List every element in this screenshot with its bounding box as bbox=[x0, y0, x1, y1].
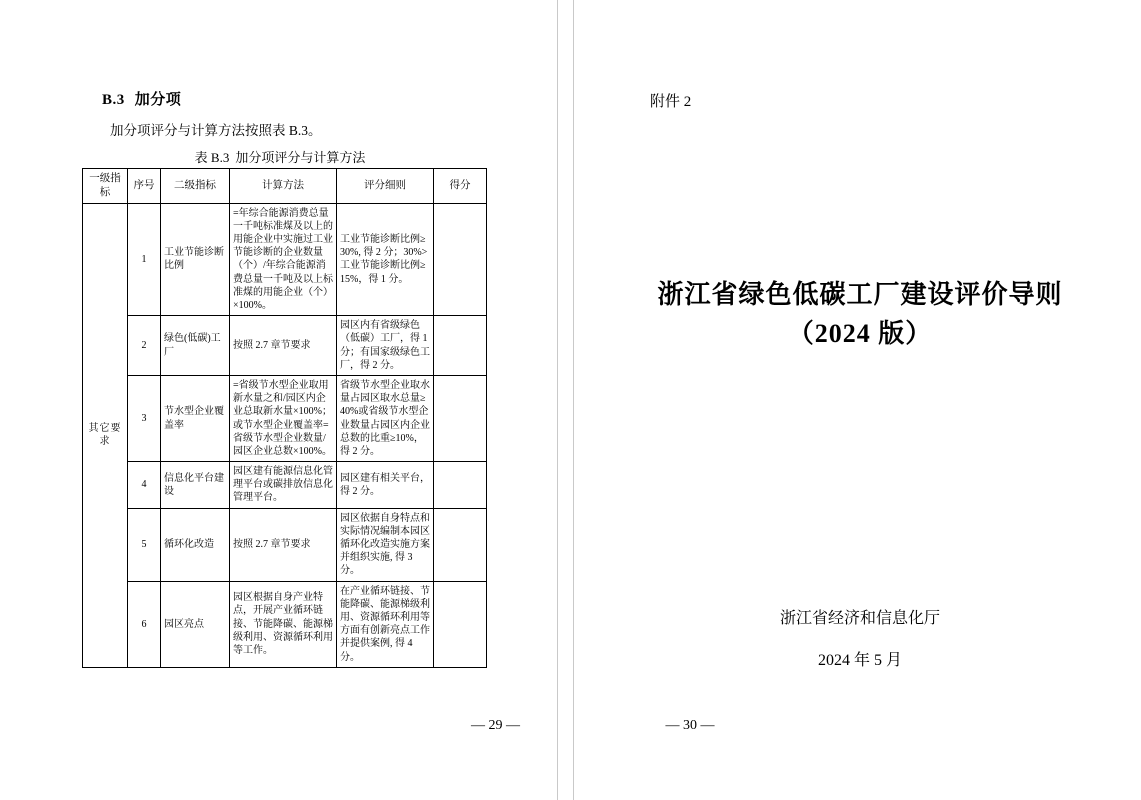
issue-date: 2024 年 5 月 bbox=[817, 652, 902, 669]
cell-score bbox=[434, 375, 487, 461]
document-title-line2: （2024 版） bbox=[787, 319, 933, 348]
cell-no: 4 bbox=[128, 462, 161, 509]
section-heading bbox=[102, 88, 181, 109]
cell-score bbox=[434, 316, 487, 376]
table-body bbox=[83, 203, 487, 667]
page-number-right: — 30 — bbox=[665, 718, 715, 733]
cell-indicator: 循环化改造 bbox=[161, 508, 230, 581]
cell-indicator: 绿色(低碳)工厂 bbox=[161, 316, 230, 376]
table-row bbox=[83, 203, 487, 316]
cell-method: =年综合能源消费总量一千吨标准煤及以上的用能企业中实施过工业节能诊断的企业数量（个）/年综合能源消费总量一千吨及以上标准煤的用能企业（个）×100%。 bbox=[230, 203, 337, 316]
table-row bbox=[83, 316, 487, 376]
cell-score bbox=[434, 203, 487, 316]
cell-method: 按照 2.7 章节要求 bbox=[230, 508, 337, 581]
table-caption-title: 加分项评分与计算方法 bbox=[235, 150, 366, 165]
cell-rule: 工业节能诊断比例≥30%, 得 2 分；30%>工业节能诊断比例≥15%，得 1 分。 bbox=[337, 203, 434, 316]
table-header-row bbox=[83, 169, 487, 204]
cell-method: 园区根据自身产业特点，开展产业循环链接、节能降碳、能源梯级利用、资源循环利用等工作。 bbox=[230, 581, 337, 667]
cell-rule: 园区依据自身特点和实际情况编制本园区循环化改造实施方案并组织实施, 得 3 分。 bbox=[337, 508, 434, 581]
cell-rule: 园区内有省级绿色（低碳）工厂，得 1 分；有国家级绿色工厂，得 2 分。 bbox=[337, 316, 434, 376]
col-header-no: 序号 bbox=[128, 169, 161, 204]
table-row bbox=[83, 581, 487, 667]
cell-score bbox=[434, 581, 487, 667]
document-title bbox=[600, 275, 1120, 353]
cell-no: 5 bbox=[128, 508, 161, 581]
table-row bbox=[83, 462, 487, 509]
cell-rule: 在产业循环链接、节能降碳、能源梯级利用、资源循环利用等方面有创新亮点工作并提供案例, 得 4 分。 bbox=[337, 581, 434, 667]
cell-no: 2 bbox=[128, 316, 161, 376]
cell-method: 按照 2.7 章节要求 bbox=[230, 316, 337, 376]
cell-method: =省级节水型企业取用新水量之和/园区内企业总取新水量×100%；或节水型企业覆盖率=省级节水型企业数量/园区企业总数×100%。 bbox=[230, 375, 337, 461]
cell-method: 园区建有能源信息化管理平台或碳排放信息化管理平台。 bbox=[230, 462, 337, 509]
table-caption bbox=[82, 147, 478, 166]
col-header-rule: 评分细则 bbox=[337, 169, 434, 204]
col-header-method: 计算方法 bbox=[230, 169, 337, 204]
cell-group-label: 其它要求 bbox=[83, 203, 128, 667]
page-number-left: — 29 — bbox=[471, 718, 520, 733]
page-left bbox=[0, 0, 558, 800]
cell-rule: 园区建有相关平台，得 2 分。 bbox=[337, 462, 434, 509]
section-number: B.3 bbox=[102, 92, 125, 108]
bonus-items-table bbox=[82, 168, 487, 668]
table-header bbox=[83, 169, 487, 204]
table-caption-number: 表 B.3 bbox=[194, 150, 230, 165]
table-row bbox=[83, 508, 487, 581]
cell-score bbox=[434, 462, 487, 509]
cell-score bbox=[434, 508, 487, 581]
section-title: 加分项 bbox=[134, 92, 182, 108]
attachment-label: 附件 2 bbox=[650, 94, 692, 110]
col-header-primary-indicator: 一级指标 bbox=[83, 169, 128, 204]
issuer-name: 浙江省经济和信息化厅 bbox=[779, 610, 940, 627]
cell-no: 6 bbox=[128, 581, 161, 667]
section-paragraph: 加分项评分与计算方法按照表 B.3。 bbox=[110, 123, 322, 138]
cell-no: 1 bbox=[128, 203, 161, 316]
page-right bbox=[573, 0, 1141, 800]
col-header-secondary-indicator: 二级指标 bbox=[161, 169, 230, 204]
cell-indicator: 信息化平台建设 bbox=[161, 462, 230, 509]
cell-no: 3 bbox=[128, 375, 161, 461]
col-header-score: 得分 bbox=[434, 169, 487, 204]
cell-indicator: 工业节能诊断比例 bbox=[161, 203, 230, 316]
cell-indicator: 节水型企业覆盖率 bbox=[161, 375, 230, 461]
table-row bbox=[83, 375, 487, 461]
cell-indicator: 园区亮点 bbox=[161, 581, 230, 667]
document-title-line1: 浙江省绿色低碳工厂建设评价导则 bbox=[657, 280, 1063, 309]
cell-rule: 省级节水型企业取水量占园区取水总量≥40%或省级节水型企业数量占园区内企业总数的比重≥10%，得 2 分。 bbox=[337, 375, 434, 461]
